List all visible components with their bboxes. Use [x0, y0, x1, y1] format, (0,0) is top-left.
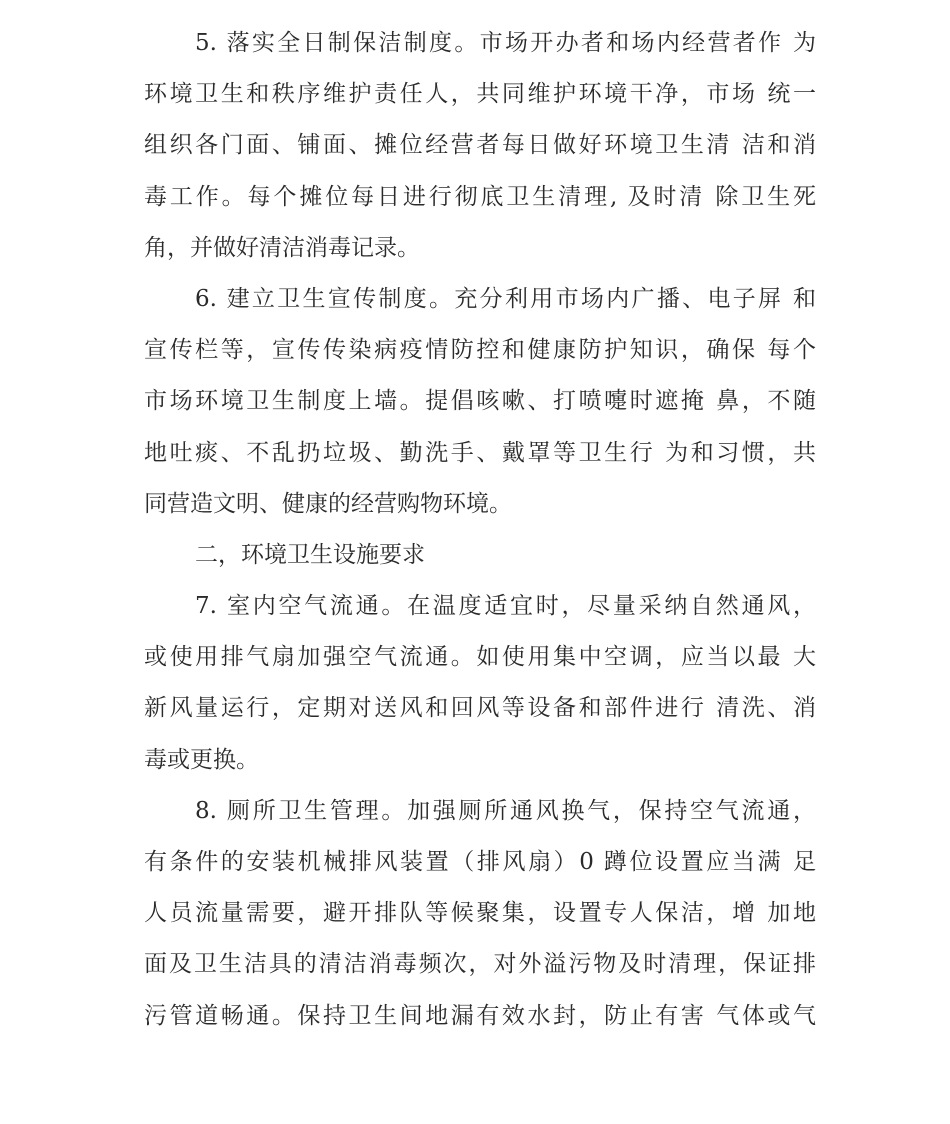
paragraph-8-line-5: 污管道畅通。保持卫生间地漏有效水封，防止有害 气体或气: [144, 1002, 816, 1029]
paragraph-6-line-2: 宣传栏等，宣传传染病疫情防控和健康防护知识，确保 每个: [144, 337, 816, 364]
paragraph-8-line-1: 8. 厕所卫生管理。加强厕所通风换气，保持空气流通，: [195, 797, 816, 824]
paragraph-6-line-4: 地吐痰、不乱扔垃圾、勤洗手、戴罩等卫生行 为和习惯，共: [144, 439, 816, 466]
paragraph-5-line-5: 角，并做好清洁消毒记录。: [144, 234, 420, 261]
paragraph-5-line-2: 环境卫生和秩序维护责任人，共同维护环境干净，市场 统一: [144, 81, 816, 108]
paragraph-6-line-1: 6. 建立卫生宣传制度。充分利用市场内广播、电子屏 和: [195, 285, 816, 312]
paragraph-7-line-3: 新风量运行，定期对送风和回风等设备和部件进行 清洗、消: [144, 695, 816, 722]
document-body: [144, 18, 816, 1042]
paragraph-8-line-3: 人员流量需要，避开排队等候聚集，设置专人保洁，增 加地: [144, 900, 816, 927]
paragraph-5-line-1: 5. 落实全日制保洁制度。市场开办者和场内经营者作 为: [195, 30, 816, 56]
paragraph-8-line-2: 有条件的安装机械排风装置（排风扇）0 蹲位设置应当满 足: [144, 849, 816, 875]
section-heading: 二，环境卫生设施要求: [195, 541, 425, 568]
paragraph-6-line-5: 同营造文明、健康的经营购物环境。: [144, 490, 512, 517]
paragraph-5-line-3: 组织各门面、铺面、摊位经营者每日做好环境卫生清 洁和消: [144, 132, 816, 159]
paragraph-5-line-4: 毒工作。每个摊位每日进行彻底卫生清理, 及时清 除卫生死: [144, 183, 816, 210]
paragraph-6-line-3: 市场环境卫生制度上墙。提倡咳嗽、打喷嚏时遮掩 鼻，不随: [144, 388, 816, 415]
paragraph-7-line-1: 7. 室内空气流通。在温度适宜时，尽量采纳自然通风，: [195, 593, 816, 620]
paragraph-7-line-2: 或使用排气扇加强空气流通。如使用集中空调，应当以最 大: [144, 644, 816, 671]
paragraph-8-line-4: 面及卫生洁具的清洁消毒频次，对外溢污物及时清理，保证排: [144, 951, 816, 978]
paragraph-7-line-4: 毒或更换。: [144, 746, 259, 773]
